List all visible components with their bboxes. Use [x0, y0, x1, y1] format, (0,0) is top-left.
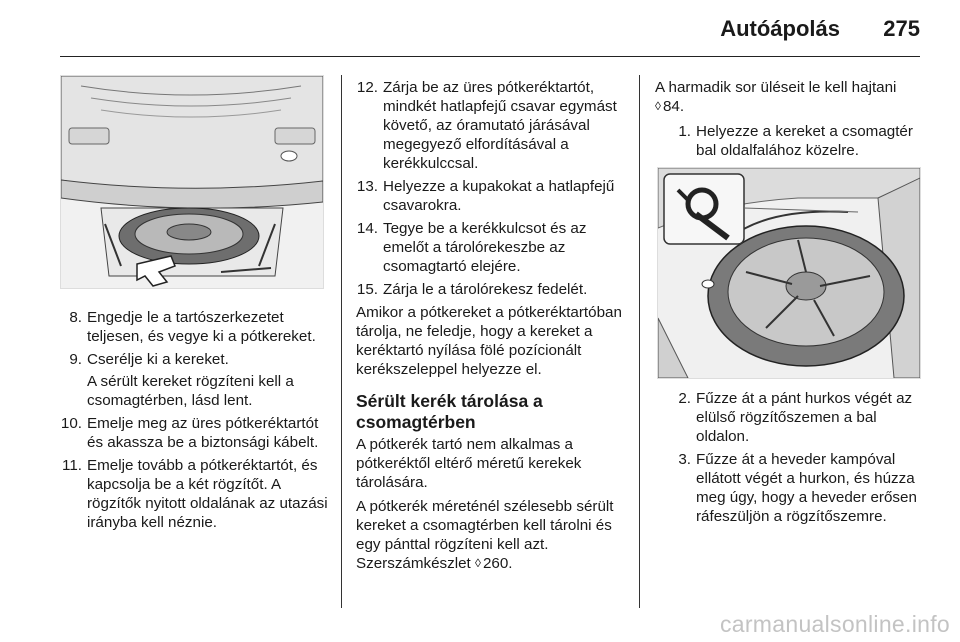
list-item: 10. Emelje meg az üres pótkeréktartót és akassza be a biztonsági kábelt. — [60, 415, 319, 451]
paragraph: Amikor a pótkereket a pótkeréktartóban tárolja, ne feledje, hogy a kereket a keréktartó nyílása fölé pozícionált kerékszeleppel helyezze el. — [356, 304, 622, 378]
page-reference: 84. — [662, 98, 685, 115]
list-item: 11. Emelje tovább a pótkeréktartót, és kapcsolja be a két rögzítőt. A rögzítők nyitott oldalának az utazási irányba kell néznie. — [62, 457, 328, 531]
list-item: 3. Fűzze át a heveder kampóval ellátott végét a hurkon, és húzza meg úgy, hogy a heveder erősen ráfeszüljön a rögzítőszemre. — [678, 451, 917, 525]
page-number: 275 — [883, 16, 920, 41]
section-heading: Sérült kerék tárolása a csomagtérben — [356, 391, 543, 432]
paragraph: A pótkerék tartó nem alkalmas a pótkeréktől eltérő méretű kerekek tárolására. — [356, 436, 582, 491]
wheel-strap-illustration — [657, 167, 921, 379]
list-item: 8. Engedje le a tartószerkezetet teljesen, és vegye ki a pótkereket. — [69, 309, 316, 345]
list-item: 14. Tegye be a kerékkulcsot és az emelőt a tárolórekeszbe az csomagtartó elejére. — [356, 220, 587, 275]
column-1 — [60, 75, 328, 536]
page-header — [60, 0, 920, 57]
list-item: 13. Helyezze a kupakokat a hatlapfejű csavarokra. — [356, 178, 615, 214]
section-title: Autóápolás — [720, 16, 840, 41]
column-divider-left — [341, 75, 342, 608]
list-item: 9. Cserélje ki a kereket. A sérült kereket rögzíteni kell a csomagtérben, lásd lent. — [60, 350, 328, 410]
column-3 — [655, 78, 925, 530]
list-item: 2. Fűzze át a pánt hurkos végét az elülső rögzítőszemen a bal oldalon. — [678, 390, 913, 445]
paragraph: A harmadik sor üléseit le kell hajtani ◊ 84. — [655, 79, 897, 115]
column-2 — [356, 78, 626, 579]
list-item: 15. Zárja le a tárolórekesz fedelét. — [356, 281, 588, 298]
list-item-continuation: A sérült kereket rögzíteni kell a csomagtérben, lásd lent. — [87, 373, 294, 409]
column-divider-right — [639, 75, 640, 608]
paragraph: A pótkerék méreténél szélesebb sérült kereket a csomagtérben kell tárolni és egy pánttal rögzíteni kell azt. Szerszámkészlet ◊ 260. — [356, 498, 614, 572]
list-item: 1. Helyezze a kereket a csomagtér bal oldalfalához közelre. — [678, 123, 913, 159]
watermark: carmanualsonline.info — [719, 611, 950, 637]
page-ref-icon: ◊ — [655, 99, 661, 113]
list-item: 12. Zárja be az üres pótkeréktartót, mindkét hatlapfejű csavar egymást követő, az óramutató járásával megegyező elfordításával a kerékkulccsal. — [356, 79, 617, 172]
page-reference: 260. — [482, 555, 513, 572]
spare-wheel-carrier-illustration — [60, 75, 324, 289]
page-ref-icon: ◊ — [475, 556, 481, 570]
